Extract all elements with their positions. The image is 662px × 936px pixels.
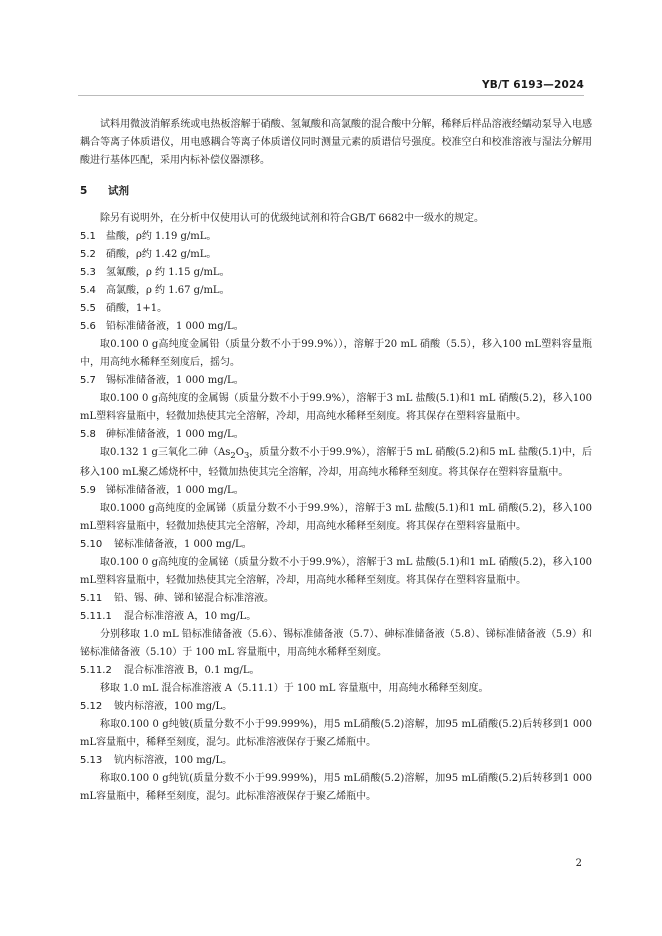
text-segment: O (235, 447, 244, 458)
paragraph-5-11-2: 移取 1.0 mL 混合标准溶液 A（5.11.1）于 100 mL 容量瓶中，用高纯水稀释至刻度。 (100, 683, 489, 694)
item-number: 5.1 (80, 231, 96, 242)
item-5-5 (80, 300, 592, 318)
item-5-3 (80, 264, 592, 282)
paragraph-5-10: 取0.100 0 g高纯度的金属铋（质量分数不小于99.9%），溶解于3 mL 盐酸(5.1)和1 mL 硝酸(5.2)，移入100 mL塑料容量瓶中，轻微加热使其完全溶解，冷却，用高纯水稀释至刻度。将其保存在塑料容量瓶中。 (80, 557, 592, 586)
page-body (80, 116, 592, 806)
paragraph-5-13: 称取0.100 0 g纯钪(质量分数不小于99.999%)，用5 mL硝酸(5.2)溶解，加95 mL硝酸(5.2)后转移到1 000 mL容量瓶中，稀释至刻度，混匀。此标准溶液保存于聚乙烯瓶中。 (80, 773, 592, 802)
item-number: 5.5 (80, 303, 96, 314)
item-number: 5.11.1 (80, 611, 112, 622)
text-segment: 取0.132 1 g三氧化二砷（As (100, 447, 231, 458)
paragraph-5-6: 取0.100 0 g高纯度金属铅（质量分数不小于99.9%）），溶解于20 mL 硝酸（5.5），移入100 mL塑料容量瓶中，用高纯水稀释至刻度后，摇匀。 (80, 339, 592, 368)
item-5-4 (80, 282, 592, 300)
item-5-6 (80, 318, 592, 336)
item-5-2 (80, 246, 592, 264)
text-segment: ，质量分数不小于99.9%），溶解于5 mL 硝酸(5.2)和5 mL 盐酸(5.1)中，后移入100 mL聚乙烯烧杯中，轻微加热使其完全溶解，冷却，用高纯水稀释至刻度。将其保存在塑料容量瓶中。 (80, 447, 592, 478)
section-intro: 除另有说明外，在分析中仅使用认可的优级纯试剂和符合GB/T 6682中一级水的规定。 (100, 213, 485, 224)
item-number: 5.6 (80, 321, 96, 332)
standard-code: YB/T 6193—2024 (481, 79, 584, 91)
item-text: 混合标准溶液 A，10 mg/L。 (124, 611, 257, 622)
item-text: 铅标准储备液，1 000 mg/L。 (106, 321, 244, 332)
paragraph-5-9: 取0.1000 g高纯度的金属锑（质量分数不小于99.9%），溶解于3 mL 盐酸(5.1)和1 mL 硝酸(5.2)，移入100 mL塑料容量瓶中，轻微加热使其完全溶解，冷却，用高纯水稀释至刻度。将其保存在塑料容量瓶中。 (80, 503, 592, 532)
item-text: 硝酸，1+1。 (106, 303, 168, 314)
item-text: 锑标准储备液，1 000 mg/L。 (106, 485, 244, 496)
item-number: 5.2 (80, 249, 96, 260)
item-text: 高氯酸，ρ 约 1.67 g/mL。 (106, 285, 230, 296)
item-number: 5.3 (80, 267, 96, 278)
header-rule (78, 95, 584, 96)
item-text: 混合标准溶液 B，0.1 mg/L。 (124, 665, 260, 676)
subscript: 3 (243, 450, 250, 460)
paragraph-5-12: 称取0.100 0 g纯铍(质量分数不小于99.999%)，用5 mL硝酸(5.2)溶解，加95 mL硝酸(5.2)后转移到1 000 mL容量瓶中，稀释至刻度，混匀。此标准溶液保存于聚乙烯瓶中。 (80, 719, 592, 748)
item-text: 盐酸，ρ约 1.19 g/mL。 (106, 231, 217, 242)
item-text: 砷标准储备液，1 000 mg/L。 (106, 429, 244, 440)
item-number: 5.12 (80, 701, 103, 712)
item-number: 5.13 (80, 755, 103, 766)
item-text: 硝酸，ρ约 1.42 g/mL。 (106, 249, 217, 260)
item-text: 铋标准储备液，1 000 mg/L。 (114, 539, 252, 550)
item-number: 5.7 (80, 375, 96, 386)
item-5-11-2 (80, 662, 592, 680)
section-title: 试剂 (108, 185, 129, 197)
item-5-1 (80, 228, 592, 246)
item-5-7 (80, 372, 592, 390)
item-5-13 (80, 752, 592, 770)
item-text: 铍内标溶液，100 mg/L。 (114, 701, 233, 712)
section-number: 5 (80, 185, 88, 197)
item-number: 5.10 (80, 539, 103, 550)
paragraph-5-8 (80, 444, 592, 482)
intro-paragraph: 试料用微波消解系统或电热板溶解于硝酸、氢氟酸和高氯酸的混合酸中分解，稀释后样品溶液经蠕动泵导入电感耦合等离子体质谱仪，用电感耦合等离子体质谱仪同时测量元素的质谱信号强度。校准空白和校准溶液与湿法分解用酸进行基体匹配，采用内标补偿仪器漂移。 (80, 119, 592, 166)
section-heading (80, 182, 592, 200)
page-number: 2 (575, 858, 582, 869)
subscript: 2 (230, 450, 236, 460)
item-5-9 (80, 482, 592, 500)
item-5-8 (80, 426, 592, 444)
paragraph-5-11-1: 分别移取 1.0 mL 铅标准储备液（5.6）、锡标准储备液（5.7）、砷标准储备液（5.8）、锑标准储备液（5.9）和铋标准储备液（5.10）于 100 mL 容量瓶中，用高纯水稀释至刻度。 (80, 629, 592, 658)
item-text: 锡标准储备液，1 000 mg/L。 (106, 375, 244, 386)
item-number: 5.11.2 (80, 665, 112, 676)
item-number: 5.11 (80, 593, 103, 604)
item-text: 铅、锡、砷、锑和铋混合标准溶液。 (114, 593, 274, 604)
item-text: 钪内标溶液，100 mg/L。 (114, 755, 233, 766)
item-number: 5.9 (80, 485, 96, 496)
item-5-10 (80, 536, 592, 554)
item-number: 5.4 (80, 285, 96, 296)
item-number: 5.8 (80, 429, 96, 440)
item-5-12 (80, 698, 592, 716)
item-5-11 (80, 590, 592, 608)
paragraph-5-7: 取0.100 0 g高纯度的金属锡（质量分数不小于99.9%），溶解于3 mL 盐酸(5.1)和1 mL 硝酸(5.2)，移入100 mL塑料容量瓶中，轻微加热使其完全溶解，冷却，用高纯水稀释至刻度。将其保存在塑料容量瓶中。 (80, 393, 592, 422)
item-5-11-1 (80, 608, 592, 626)
item-text: 氢氟酸，ρ 约 1.15 g/mL。 (106, 267, 230, 278)
